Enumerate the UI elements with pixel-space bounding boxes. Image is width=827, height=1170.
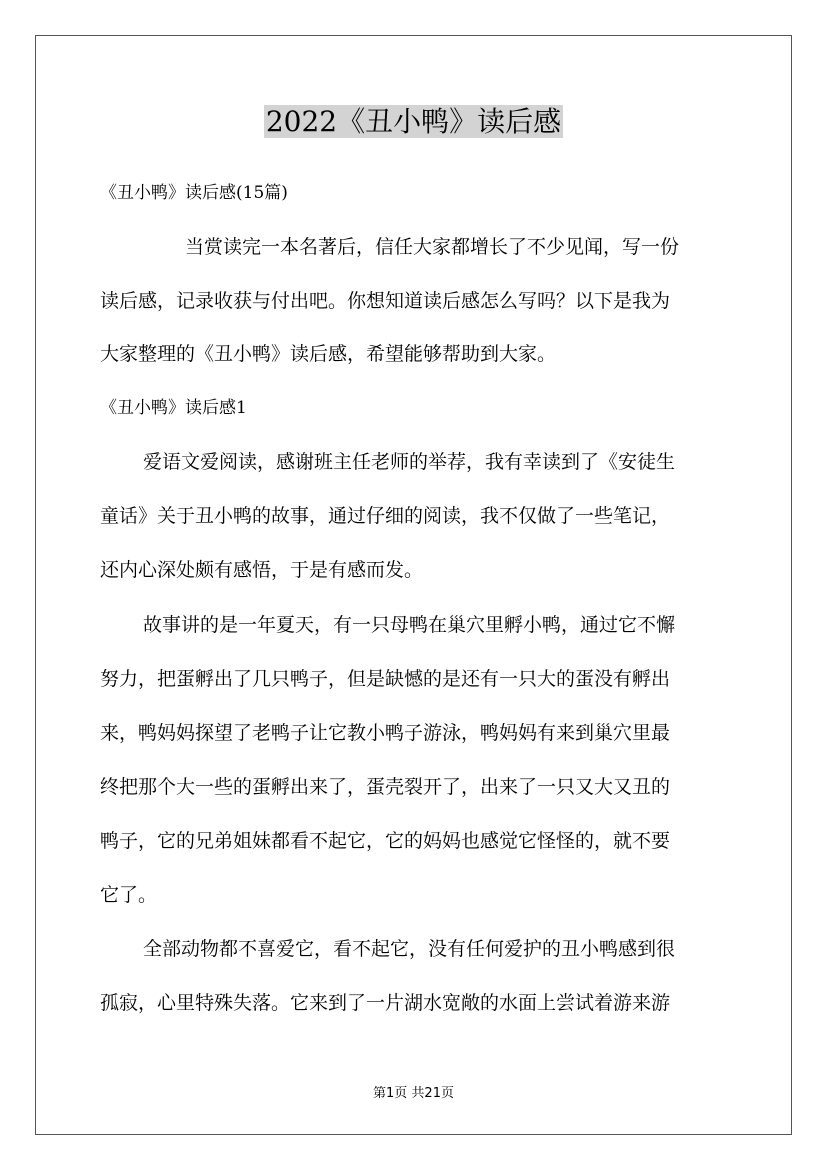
intro-line-1: 当赏读完一本名著后，信任大家都增长了不少见闻，写一份	[185, 236, 680, 258]
section-heading: 《丑小鸭》读后感1	[100, 398, 247, 418]
para1-line-3: 还内心深处颇有感悟，于是有感而发。	[100, 559, 424, 581]
intro-line-2: 读后感，记录收获与付出吧。你想知道读后感怎么写吗？以下是我为	[100, 290, 671, 312]
para2-line-1: 故事讲的是一年夏天，有一只母鸭在巢穴里孵小鸭，通过它不懈	[143, 614, 676, 636]
subtitle: 《丑小鸭》读后感(15篇)	[100, 183, 288, 203]
para1-line-1: 爱语文爱阅读，感谢班主任老师的举荐，我有幸读到了《安徒生	[143, 451, 676, 473]
title-highlight: 2022《丑小鸭》读后感	[265, 105, 562, 138]
para2-line-4: 终把那个大一些的蛋孵出来了，蛋壳裂开了，出来了一只又大又丑的	[100, 776, 671, 798]
para2-line-5: 鸭子，它的兄弟姐妹都看不起它，它的妈妈也感觉它怪怪的，就不要	[100, 830, 671, 852]
page-footer: 第1页 共21页	[373, 1086, 454, 1101]
intro-line-3: 大家整理的《丑小鸭》读后感，希望能够帮助到大家。	[100, 343, 557, 365]
para2-line-3: 来，鸭妈妈探望了老鸭子让它教小鸭子游泳，鸭妈妈有来到巢穴里最	[100, 722, 671, 744]
document-title	[0, 100, 827, 144]
para3-line-2: 孤寂，心里特殊失落。它来到了一片湖水宽敞的水面上尝试着游来游	[100, 992, 671, 1014]
para2-line-6: 它了。	[100, 884, 158, 906]
para2-line-2: 努力，把蛋孵出了几只鸭子，但是缺憾的是还有一只大的蛋没有孵出	[100, 668, 671, 690]
para3-line-1: 全部动物都不喜爱它，看不起它，没有任何爱护的丑小鸭感到很	[143, 938, 676, 960]
para1-line-2: 童话》关于丑小鸭的故事，通过仔细的阅读，我不仅做了一些笔记，	[100, 505, 671, 527]
